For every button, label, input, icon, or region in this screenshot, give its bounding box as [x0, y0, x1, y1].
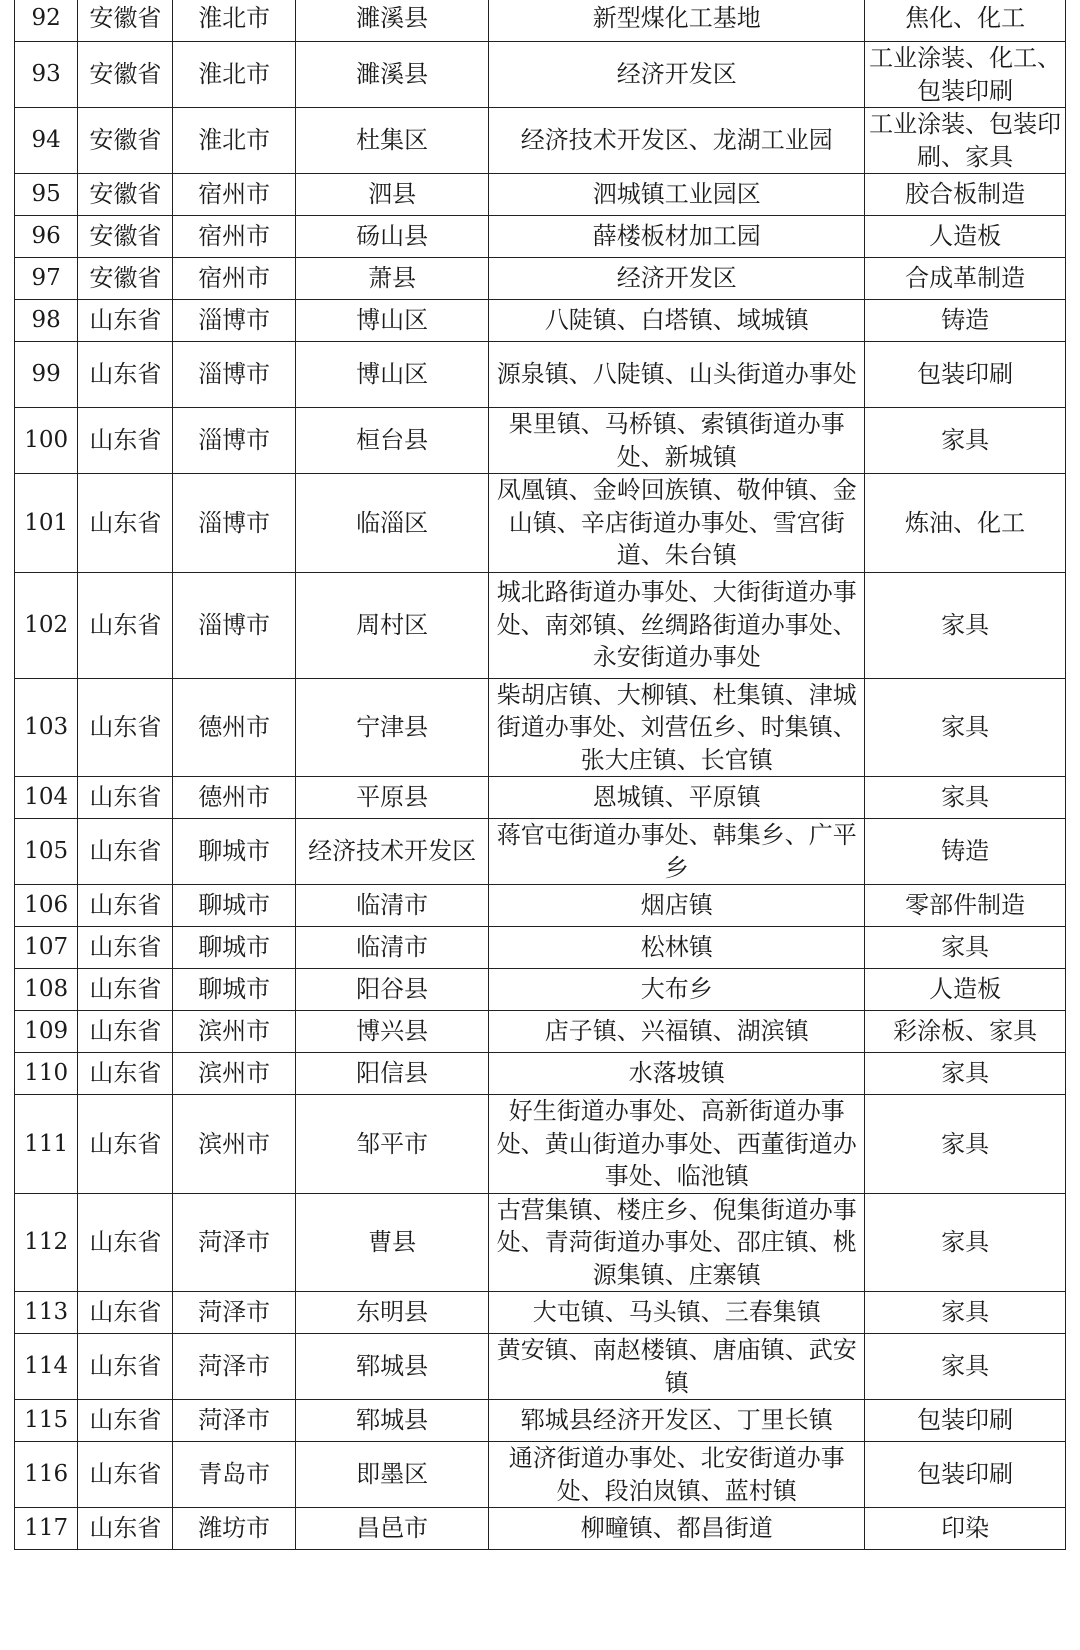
cell-city: 菏泽市 [173, 1292, 296, 1334]
cell-seq-no: 97 [15, 258, 78, 300]
cell-industry: 家具 [865, 678, 1066, 777]
cell-industry: 家具 [865, 1334, 1066, 1400]
cell-area: 八陡镇、白塔镇、域城镇 [489, 300, 865, 342]
table-row [15, 1508, 1066, 1550]
cell-county: 阳谷县 [295, 969, 488, 1011]
cell-industry: 家具 [865, 408, 1066, 474]
cell-industry: 零部件制造 [865, 885, 1066, 927]
cell-industry: 印染 [865, 1508, 1066, 1550]
cell-city: 宿州市 [173, 216, 296, 258]
cell-seq-no: 114 [15, 1334, 78, 1400]
cell-county: 濉溪县 [295, 42, 488, 108]
table-row [15, 777, 1066, 819]
cell-seq-no: 108 [15, 969, 78, 1011]
cell-industry: 家具 [865, 927, 1066, 969]
table-row [15, 0, 1066, 42]
table-row [15, 1095, 1066, 1194]
cell-seq-no: 101 [15, 474, 78, 573]
cell-province: 安徽省 [78, 0, 173, 42]
cell-province: 山东省 [78, 1442, 173, 1508]
cell-province: 山东省 [78, 1193, 173, 1292]
cell-province: 山东省 [78, 777, 173, 819]
cell-city: 聊城市 [173, 819, 296, 885]
cell-area: 蒋官屯街道办事处、韩集乡、广平乡 [489, 819, 865, 885]
cell-province: 山东省 [78, 408, 173, 474]
cell-industry: 家具 [865, 572, 1066, 678]
cell-industry: 家具 [865, 1053, 1066, 1095]
cell-seq-no: 102 [15, 572, 78, 678]
cell-industry: 家具 [865, 1193, 1066, 1292]
table-row [15, 42, 1066, 108]
cell-industry: 家具 [865, 777, 1066, 819]
cell-city: 宿州市 [173, 258, 296, 300]
cell-area: 薛楼板材加工园 [489, 216, 865, 258]
cell-province: 山东省 [78, 1508, 173, 1550]
cell-area: 黄安镇、南赵楼镇、唐庙镇、武安镇 [489, 1334, 865, 1400]
cell-seq-no: 93 [15, 42, 78, 108]
table-row [15, 1292, 1066, 1334]
cell-province: 山东省 [78, 300, 173, 342]
cell-industry: 工业涂装、包装印刷、家具 [865, 108, 1066, 174]
table-row [15, 342, 1066, 408]
cell-industry: 人造板 [865, 216, 1066, 258]
cell-county: 临清市 [295, 885, 488, 927]
cell-seq-no: 116 [15, 1442, 78, 1508]
cell-seq-no: 117 [15, 1508, 78, 1550]
table-row [15, 678, 1066, 777]
cell-city: 淮北市 [173, 0, 296, 42]
cell-city: 淄博市 [173, 342, 296, 408]
cell-county: 临清市 [295, 927, 488, 969]
cell-city: 淮北市 [173, 108, 296, 174]
cell-area: 店子镇、兴福镇、湖滨镇 [489, 1011, 865, 1053]
cell-county: 临淄区 [295, 474, 488, 573]
cell-industry: 彩涂板、家具 [865, 1011, 1066, 1053]
cell-area: 新型煤化工基地 [489, 0, 865, 42]
cell-seq-no: 103 [15, 678, 78, 777]
cell-county: 曹县 [295, 1193, 488, 1292]
cell-city: 德州市 [173, 777, 296, 819]
cell-area: 郓城县经济开发区、丁里长镇 [489, 1400, 865, 1442]
cell-seq-no: 113 [15, 1292, 78, 1334]
cell-province: 山东省 [78, 678, 173, 777]
cell-industry: 人造板 [865, 969, 1066, 1011]
cell-county: 宁津县 [295, 678, 488, 777]
cell-area: 大布乡 [489, 969, 865, 1011]
table-row [15, 1011, 1066, 1053]
cell-province: 山东省 [78, 474, 173, 573]
cell-county: 萧县 [295, 258, 488, 300]
table-row [15, 1193, 1066, 1292]
cell-county: 濉溪县 [295, 0, 488, 42]
cell-county: 郓城县 [295, 1334, 488, 1400]
cell-seq-no: 110 [15, 1053, 78, 1095]
table-row [15, 300, 1066, 342]
table-row [15, 572, 1066, 678]
cell-area: 古营集镇、楼庄乡、倪集街道办事处、青菏街道办事处、邵庄镇、桃源集镇、庄寨镇 [489, 1193, 865, 1292]
cell-seq-no: 112 [15, 1193, 78, 1292]
cell-area: 水落坡镇 [489, 1053, 865, 1095]
cell-county: 砀山县 [295, 216, 488, 258]
cell-city: 淄博市 [173, 572, 296, 678]
cell-industry: 铸造 [865, 300, 1066, 342]
cell-city: 聊城市 [173, 927, 296, 969]
cell-province: 山东省 [78, 1011, 173, 1053]
cell-city: 聊城市 [173, 969, 296, 1011]
cell-area: 泗城镇工业园区 [489, 174, 865, 216]
cell-city: 德州市 [173, 678, 296, 777]
cell-province: 山东省 [78, 1095, 173, 1194]
cell-city: 菏泽市 [173, 1193, 296, 1292]
cell-industry: 包装印刷 [865, 1400, 1066, 1442]
table-row [15, 174, 1066, 216]
table-row [15, 216, 1066, 258]
cell-area: 好生街道办事处、高新街道办事处、黄山街道办事处、西董街道办事处、临池镇 [489, 1095, 865, 1194]
cell-seq-no: 100 [15, 408, 78, 474]
cell-seq-no: 99 [15, 342, 78, 408]
cell-province: 安徽省 [78, 42, 173, 108]
cell-area: 柳疃镇、都昌街道 [489, 1508, 865, 1550]
cell-industry: 包装印刷 [865, 342, 1066, 408]
cell-industry: 焦化、化工 [865, 0, 1066, 42]
cell-city: 菏泽市 [173, 1400, 296, 1442]
cell-industry: 炼油、化工 [865, 474, 1066, 573]
cell-area: 恩城镇、平原镇 [489, 777, 865, 819]
cell-city: 滨州市 [173, 1053, 296, 1095]
cell-province: 山东省 [78, 1400, 173, 1442]
cell-county: 杜集区 [295, 108, 488, 174]
cell-county: 桓台县 [295, 408, 488, 474]
cell-province: 山东省 [78, 1334, 173, 1400]
cluster-table [14, 0, 1066, 1550]
table-row [15, 108, 1066, 174]
cell-province: 安徽省 [78, 174, 173, 216]
cell-county: 博山区 [295, 300, 488, 342]
cell-seq-no: 106 [15, 885, 78, 927]
cell-seq-no: 104 [15, 777, 78, 819]
cell-county: 博山区 [295, 342, 488, 408]
cell-area: 凤凰镇、金岭回族镇、敬仲镇、金山镇、辛店街道办事处、雪宫街道、朱台镇 [489, 474, 865, 573]
cell-area: 城北路街道办事处、大街街道办事处、南郊镇、丝绸路街道办事处、永安街道办事处 [489, 572, 865, 678]
cell-seq-no: 115 [15, 1400, 78, 1442]
cell-seq-no: 105 [15, 819, 78, 885]
cell-county: 周村区 [295, 572, 488, 678]
cell-seq-no: 98 [15, 300, 78, 342]
cell-area: 源泉镇、八陡镇、山头街道办事处 [489, 342, 865, 408]
table-row [15, 1053, 1066, 1095]
cell-province: 山东省 [78, 969, 173, 1011]
cell-area: 大屯镇、马头镇、三春集镇 [489, 1292, 865, 1334]
cell-area: 柴胡店镇、大柳镇、杜集镇、津城街道办事处、刘营伍乡、时集镇、张大庄镇、长官镇 [489, 678, 865, 777]
table-row [15, 474, 1066, 573]
cell-industry: 包装印刷 [865, 1442, 1066, 1508]
table-row [15, 819, 1066, 885]
cell-city: 宿州市 [173, 174, 296, 216]
cell-county: 经济技术开发区 [295, 819, 488, 885]
cell-county: 昌邑市 [295, 1508, 488, 1550]
cell-province: 安徽省 [78, 216, 173, 258]
cell-city: 淮北市 [173, 42, 296, 108]
cell-seq-no: 109 [15, 1011, 78, 1053]
cell-seq-no: 107 [15, 927, 78, 969]
cell-seq-no: 96 [15, 216, 78, 258]
cell-industry: 铸造 [865, 819, 1066, 885]
cell-county: 东明县 [295, 1292, 488, 1334]
cell-industry: 工业涂装、化工、包装印刷 [865, 42, 1066, 108]
cell-province: 山东省 [78, 819, 173, 885]
cell-province: 安徽省 [78, 258, 173, 300]
cell-industry: 家具 [865, 1095, 1066, 1194]
cell-city: 菏泽市 [173, 1334, 296, 1400]
table-row [15, 927, 1066, 969]
cell-industry: 合成革制造 [865, 258, 1066, 300]
cell-province: 山东省 [78, 572, 173, 678]
cell-city: 青岛市 [173, 1442, 296, 1508]
table-row [15, 1400, 1066, 1442]
cell-county: 平原县 [295, 777, 488, 819]
cell-city: 聊城市 [173, 885, 296, 927]
table-row [15, 258, 1066, 300]
cell-seq-no: 92 [15, 0, 78, 42]
cell-city: 淄博市 [173, 300, 296, 342]
table-body [15, 0, 1066, 1550]
cell-province: 山东省 [78, 342, 173, 408]
cell-city: 潍坊市 [173, 1508, 296, 1550]
table-row [15, 1334, 1066, 1400]
cell-area: 松林镇 [489, 927, 865, 969]
cell-city: 淄博市 [173, 474, 296, 573]
cell-province: 山东省 [78, 1292, 173, 1334]
cell-county: 即墨区 [295, 1442, 488, 1508]
cell-industry: 胶合板制造 [865, 174, 1066, 216]
document-page [14, 0, 1066, 1550]
cell-county: 邹平市 [295, 1095, 488, 1194]
cell-province: 山东省 [78, 1053, 173, 1095]
cell-county: 泗县 [295, 174, 488, 216]
table-row [15, 1442, 1066, 1508]
cell-area: 经济开发区 [489, 42, 865, 108]
cell-area: 烟店镇 [489, 885, 865, 927]
cell-county: 博兴县 [295, 1011, 488, 1053]
cell-city: 滨州市 [173, 1011, 296, 1053]
cell-city: 淄博市 [173, 408, 296, 474]
cell-industry: 家具 [865, 1292, 1066, 1334]
cell-province: 山东省 [78, 927, 173, 969]
cell-county: 阳信县 [295, 1053, 488, 1095]
cell-area: 经济开发区 [489, 258, 865, 300]
table-row [15, 969, 1066, 1011]
table-row [15, 408, 1066, 474]
table-row [15, 885, 1066, 927]
cell-county: 郓城县 [295, 1400, 488, 1442]
cell-province: 安徽省 [78, 108, 173, 174]
cell-seq-no: 94 [15, 108, 78, 174]
cell-seq-no: 95 [15, 174, 78, 216]
cell-area: 通济街道办事处、北安街道办事处、段泊岚镇、蓝村镇 [489, 1442, 865, 1508]
cell-seq-no: 111 [15, 1095, 78, 1194]
cell-city: 滨州市 [173, 1095, 296, 1194]
cell-area: 果里镇、马桥镇、索镇街道办事处、新城镇 [489, 408, 865, 474]
cell-province: 山东省 [78, 885, 173, 927]
cell-area: 经济技术开发区、龙湖工业园 [489, 108, 865, 174]
